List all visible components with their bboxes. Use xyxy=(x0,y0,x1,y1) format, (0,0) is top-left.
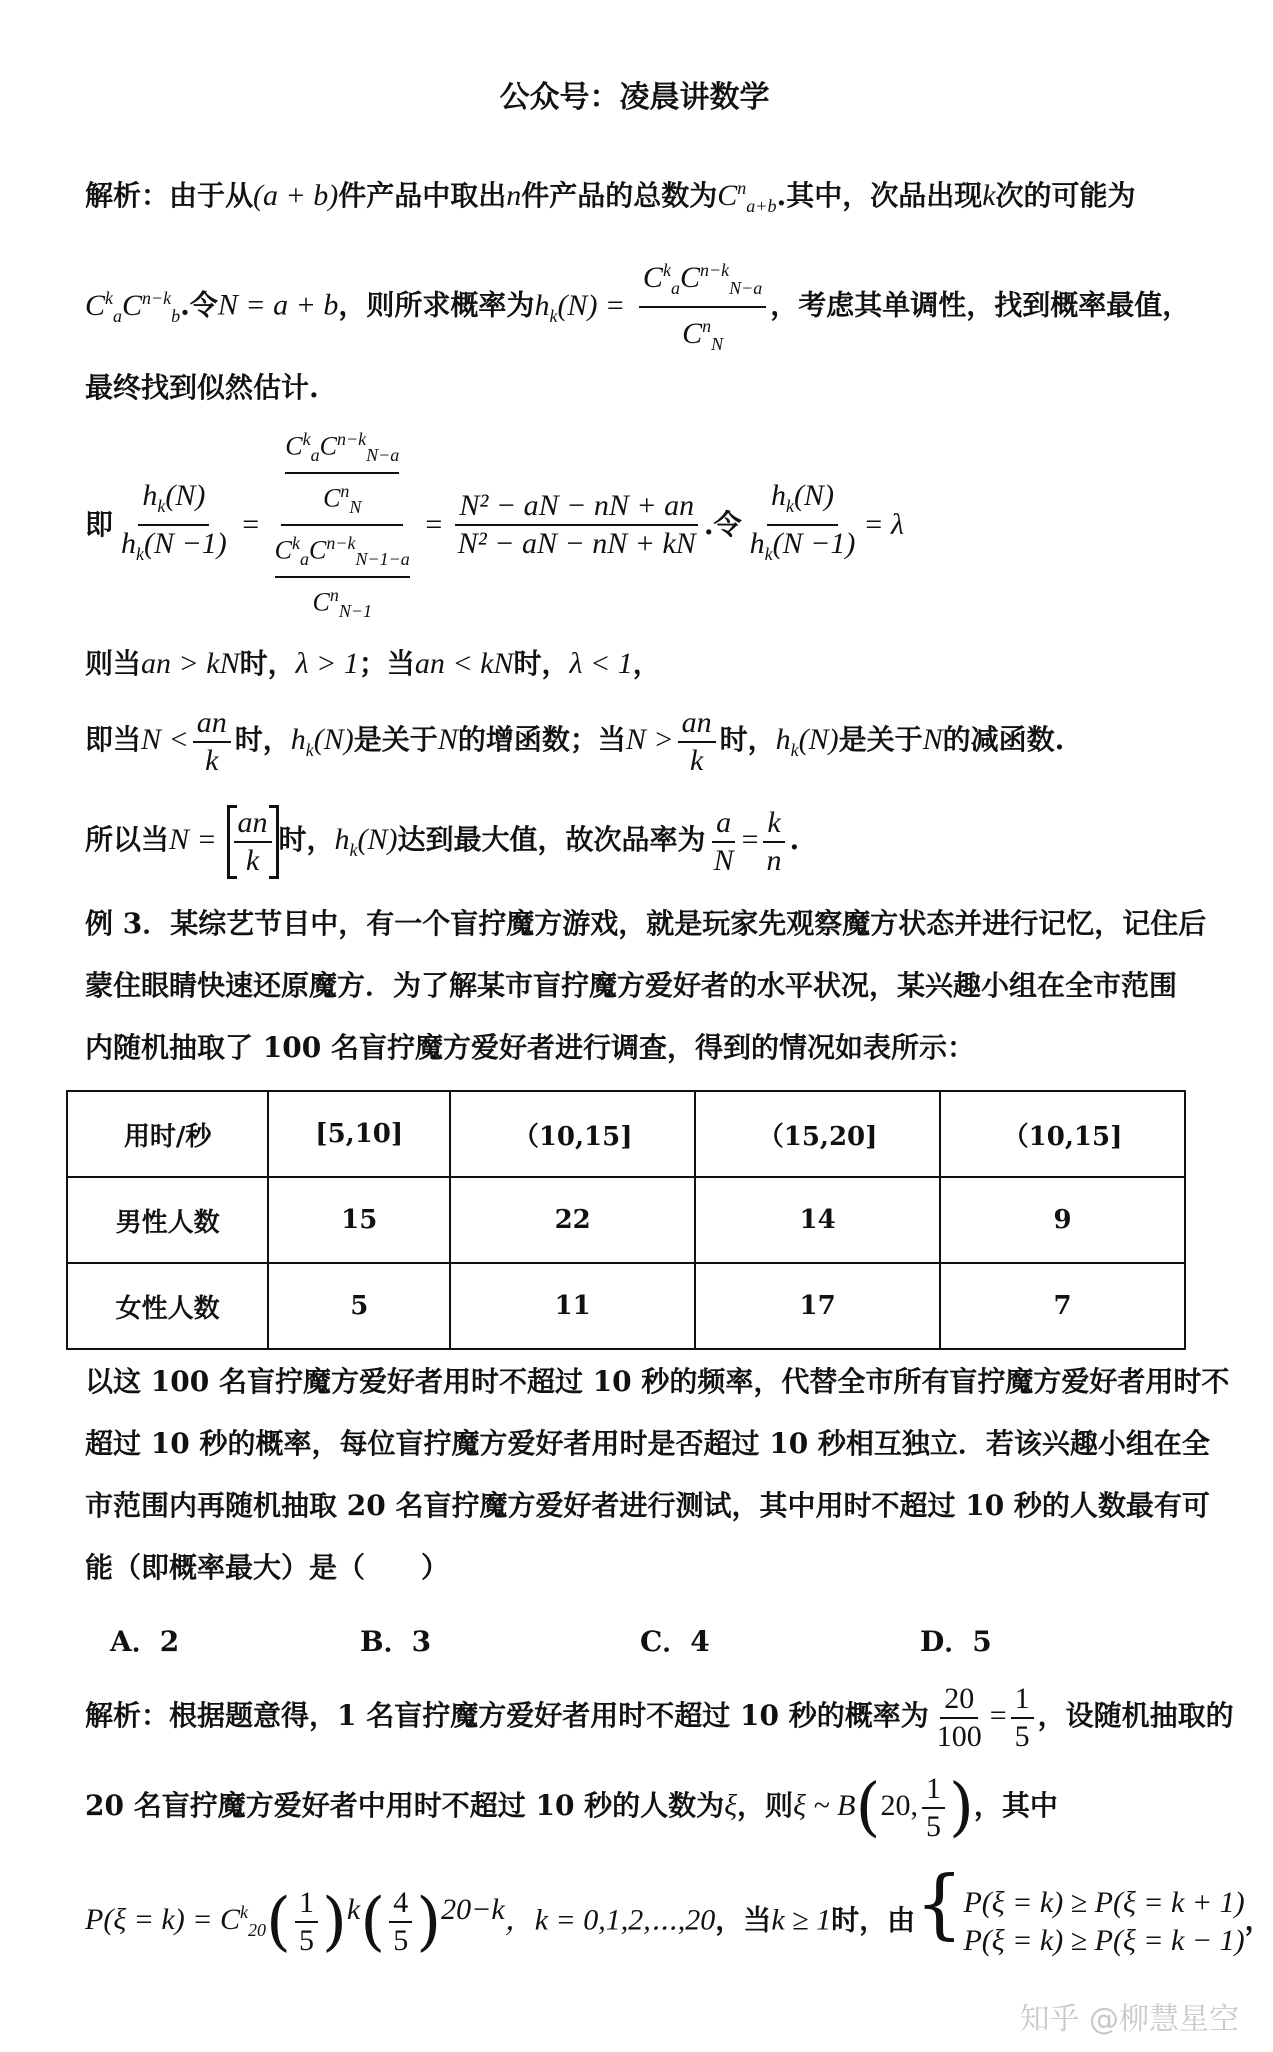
table-cell: 22 xyxy=(450,1177,695,1263)
question-line-2: 超过 10 秒的概率，每位盲拧魔方爱好者用时是否超过 10 秒相互独立．若该兴趣小组在全 xyxy=(85,1427,1210,1460)
table-header-cell: [5,10] xyxy=(268,1091,450,1177)
table-header-cell: （10,15] xyxy=(940,1091,1185,1177)
analysis-line-3: 最终找到似然估计. xyxy=(85,371,319,404)
table-header-cell: （10,15] xyxy=(450,1091,695,1177)
question-line-4: 能（即概率最大）是（ ） xyxy=(85,1551,450,1584)
table-header-cell: （15,20] xyxy=(695,1091,940,1177)
text: ，则所求概率为 xyxy=(338,288,535,322)
table-cell: 11 xyxy=(450,1263,695,1349)
math: (a + b) xyxy=(253,179,339,212)
table-cell: 17 xyxy=(695,1263,940,1349)
table-header-row xyxy=(67,1091,1185,1177)
text: 件产品的总数为 xyxy=(521,179,718,212)
question-line-3: 市范围内再随机抽取 20 名盲拧魔方爱好者进行测试，其中用时不超过 10 秒的人数最有可 xyxy=(85,1489,1210,1522)
table-cell: 14 xyxy=(695,1177,940,1263)
table-cell: 15 xyxy=(268,1177,450,1263)
text: .令 xyxy=(180,288,218,322)
text: 次的可能为 xyxy=(995,179,1136,212)
analysis2-line-1: 解析：根据题意得，1 名盲拧魔方爱好者用时不超过 10 秒的概率为 $\frac{20}{100}$ = $\frac{1}{5}$ ，设随机抽取的 xyxy=(85,1681,1234,1753)
condition-line: 则当an > kN时，λ > 1；当an < kN时，λ < 1， xyxy=(85,647,661,680)
ratio-simplified: $\frac{\text{N² − aN − nN + an}}{\text{N² − aN − nN + kN}}$ xyxy=(454,488,700,562)
text: 解析：由于从 xyxy=(85,179,254,212)
example-paragraph-2: 蒙住眼睛快速还原魔方．为了解某市盲拧魔方爱好者的水平状况，某兴趣小组在全市范围 xyxy=(85,969,1178,1002)
analysis-line-2 xyxy=(85,252,1190,362)
text: .其中，次品出现 xyxy=(776,179,983,212)
math: = λ xyxy=(863,508,905,541)
option-d: D．5 xyxy=(920,1625,992,1658)
maximum-line: 所以当N = $\frac{an}{k}$ 时，$h_k(N)$达到最大值，故次品率为 $\frac{a}{N}$ = $\frac{k}{n}$ . xyxy=(85,805,800,877)
analysis-line-1 xyxy=(85,168,1136,226)
option-c: C．4 xyxy=(640,1625,710,1658)
example-paragraph-3: 内随机抽取了 100 名盲拧魔方爱好者进行调查，得到的情况如表所示： xyxy=(85,1031,975,1064)
ratio-equation: 即 $\frac{h_k(N)}{h_k(N -1)}$ = $C^k_aC^{n-k}_{N-a}$ $C^n_N$ $C^k_aC^{n-k}_{N-1-a}$ $C^n_{N-1}$ = $\frac{\text{N² − aN − nN + an}}{\text{N² − aN − nN + kN}}$ .令 $\frac{h_k(N)}{h_k(N -1)}$ = λ xyxy=(85,430,904,620)
ratio-compound: $C^k_aC^{n-k}_{N-a}$ $C^n_N$ $C^k_aC^{n-k}_{N-1-a}$ $C^n_{N-1}$ xyxy=(271,422,414,627)
text: .令 xyxy=(703,508,742,541)
table-cell: 9 xyxy=(940,1177,1185,1263)
table-row xyxy=(67,1177,1185,1263)
ratio-lambda: $\frac{h_k(N)}{h_k(N -1)}$ xyxy=(749,479,856,564)
text: 即 xyxy=(85,508,114,541)
probability-fraction: $\frac{C^k_aC^{n-k}_{N-a}}{C^n_N}$ xyxy=(639,252,766,362)
math: n xyxy=(506,179,522,212)
text: 件产品中取出 xyxy=(338,179,507,212)
table-cell: 5 xyxy=(268,1263,450,1349)
table-row xyxy=(67,1263,1185,1349)
math: N = a + b xyxy=(217,288,339,322)
combination: $C^k_aC^{n-k}_b$ xyxy=(85,287,181,326)
monotonic-line: 即当N < $\frac{an}{k}$ 时，$h_k(N)$是关于N的增函数；当N > $\frac{an}{k}$ 时，$h_k(N)$是关于N的减函数. xyxy=(85,705,1065,777)
table-cell: 女性人数 xyxy=(67,1263,268,1349)
text: ，考虑其单调性，找到概率最值， xyxy=(770,288,1191,322)
combination: $C^n_{a+b}$ xyxy=(717,178,777,216)
option-a: A．2 xyxy=(110,1625,180,1658)
table-header-cell: 用时/秒 xyxy=(67,1091,268,1177)
page-title: 公众号：凌晨讲数学 xyxy=(499,80,770,115)
probability-function: $h_k(N)$ = xyxy=(534,288,626,326)
analysis2-line-3: $P(\xi = k) = C^k_{20}$( $\frac{1}{5}$ )$^k$( $\frac{4}{5}$ )$^{20-k}$，k = 0,1,2,⋯,20，当k ≥ 1时，由{ P(ξ = k) ≥ P(ξ = k + 1) P(ξ = k) ≥ P(ξ = k − 1) ， xyxy=(85,1858,1273,1959)
question-line-1: 以这 100 名盲拧魔方爱好者用时不超过 10 秒的频率，代替全市所有盲拧魔方爱好者用时不 xyxy=(85,1365,1230,1398)
survey-table xyxy=(66,1090,1186,1350)
option-b: B．3 xyxy=(360,1625,432,1658)
ratio-lhs: $\frac{h_k(N)}{h_k(N -1)}$ xyxy=(121,479,227,564)
table-cell: 7 xyxy=(940,1263,1185,1349)
analysis2-line-2: 20 名盲拧魔方爱好者中用时不超过 10 秒的人数为ξ，则ξ ~ B(20, $\frac{1}{5}$ )，其中 xyxy=(85,1770,1058,1845)
watermark: 知乎 @柳慧星空 xyxy=(1019,2002,1239,2037)
example-paragraph-1: 例 3．某综艺节目中，有一个盲拧魔方游戏，就是玩家先观察魔方状态并进行记忆，记住后 xyxy=(85,907,1207,940)
math: k xyxy=(982,179,996,212)
table-cell: 男性人数 xyxy=(67,1177,268,1263)
